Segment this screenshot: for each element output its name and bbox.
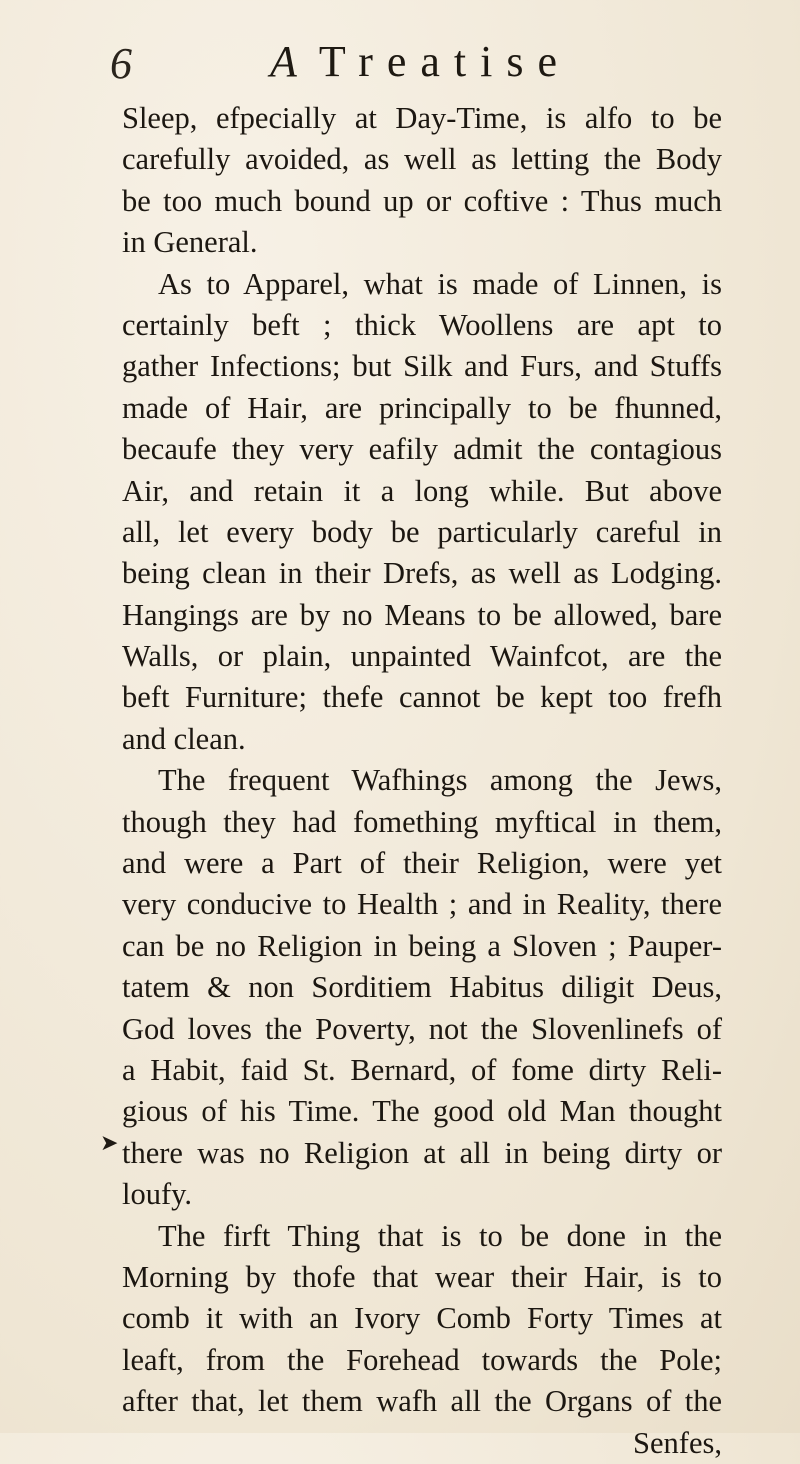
- text-line: and clean.: [122, 721, 246, 756]
- text-line: beft Furniture; thefe cannot be kept too frefh: [122, 680, 722, 715]
- text-line: Sleep, efpecially at Day-Time, is alfo to be: [122, 101, 722, 135]
- text-line: As to Apparel, what is made of Linnen, is: [158, 266, 722, 301]
- running-head-lead: A: [270, 37, 311, 86]
- text-line: all, let every body be particularly careful in: [122, 514, 722, 549]
- text-line: a Habit, faid St. Bernard, of fome dirty Reli-: [122, 1052, 722, 1087]
- text-line: made of Hair, are principally to be fhunned,: [122, 390, 722, 425]
- text-line: tatem & non Sorditiem Habitus diligit Deus,: [122, 970, 722, 1005]
- text-line: The firft Thing that is to be done in the: [158, 1218, 722, 1253]
- text-line: loufy.: [122, 1177, 193, 1212]
- running-head: [270, 36, 571, 87]
- page-number: 6: [110, 39, 132, 88]
- text-line: be too much bound up or coftive : Thus much: [122, 183, 722, 218]
- text-line: after that, let them wafh all the Organs of the: [122, 1384, 722, 1419]
- text-line: there was no Religion at all in being dirty or: [122, 1135, 722, 1170]
- page-header: [110, 28, 730, 98]
- text-line: being clean in their Drefs, as well as Lodging.: [122, 556, 722, 591]
- text-line: The frequent Wafhings among the Jews,: [158, 763, 722, 798]
- text-line: though they had fomething myftical in them,: [122, 804, 722, 839]
- text-line: Air, and retain it a long while. But above: [122, 473, 722, 508]
- text-line: comb it with an Ivory Comb Forty Times at: [122, 1301, 722, 1336]
- text-line: God loves the Poverty, not the Slovenlinefs of: [122, 1011, 722, 1046]
- body-text: [122, 98, 722, 1464]
- text-line: can be no Religion in being a Sloven ; Pauper-: [122, 928, 722, 963]
- text-line: gather Infections; but Silk and Furs, and Stuffs: [122, 349, 722, 384]
- text-line: gious of his Time. The good old Man thought: [122, 1094, 722, 1129]
- text-line: Morning by thofe that wear their Hair, is to: [122, 1259, 722, 1294]
- text-line: Hangings are by no Means to be allowed, bare: [122, 597, 722, 632]
- text-line: in General.: [122, 225, 258, 260]
- text-line: leaft, from the Forehead towards the Pole;: [122, 1342, 722, 1377]
- text-line: becaufe they very eafily admit the contagious: [122, 432, 722, 467]
- text-line: Walls, or plain, unpainted Wainfcot, are the: [122, 639, 722, 674]
- text-line: and were a Part of their Religion, were yet: [122, 846, 722, 881]
- text-line: very conducive to Health ; and in Reality, there: [122, 887, 722, 922]
- running-head-title: Treatise: [318, 37, 572, 86]
- catchword: Senfes,: [633, 1425, 722, 1460]
- text-line: certainly beft ; thick Woollens are apt to: [122, 307, 722, 342]
- text-line: carefully avoided, as well as letting the Body: [122, 142, 722, 177]
- margin-ink-mark-icon: ➤: [100, 1131, 119, 1156]
